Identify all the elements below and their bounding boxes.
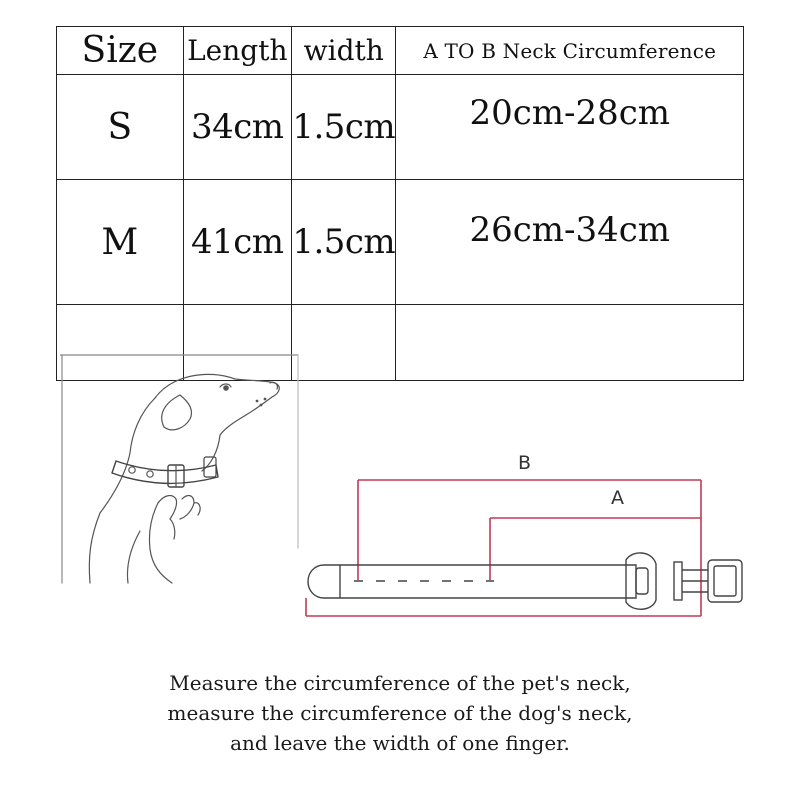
cell-length: 41cm bbox=[183, 180, 291, 305]
table-header-row bbox=[57, 27, 744, 75]
label-b: B bbox=[518, 452, 532, 474]
header-neck-circumference: A TO B Neck Circumference bbox=[396, 27, 744, 75]
caption-line-1: Measure the circumference of the pet's neck, bbox=[169, 671, 631, 695]
measurement-b-line bbox=[358, 480, 701, 616]
dog-wearing-collar-icon bbox=[60, 353, 300, 585]
header-size: Size bbox=[57, 27, 184, 75]
size-chart-table bbox=[56, 26, 744, 381]
cell-neck bbox=[396, 305, 744, 381]
cell-width: 1.5cm bbox=[292, 180, 396, 305]
cell-length: 34cm bbox=[183, 75, 291, 180]
collar-strap-icon bbox=[308, 553, 742, 609]
measurement-bottom-line bbox=[306, 598, 701, 616]
label-a: A bbox=[611, 487, 624, 509]
cell-neck: 26cm-34cm bbox=[396, 180, 744, 305]
measurement-instructions bbox=[0, 668, 800, 758]
cell-neck: 20cm-28cm bbox=[396, 75, 744, 180]
cell-width bbox=[292, 305, 396, 381]
table-row bbox=[57, 180, 744, 305]
header-width: width bbox=[292, 27, 396, 75]
cell-size: S bbox=[57, 75, 184, 180]
table-row bbox=[57, 75, 744, 180]
collar-measurement-diagram bbox=[296, 440, 756, 630]
measurement-a-line bbox=[490, 518, 701, 580]
caption-line-2: measure the circumference of the dog's neck, bbox=[167, 701, 633, 725]
cell-width: 1.5cm bbox=[292, 75, 396, 180]
dog-illustration bbox=[60, 353, 300, 585]
collar-diagram-svg bbox=[296, 440, 756, 630]
cell-size: M bbox=[57, 180, 184, 305]
caption-line-3: and leave the width of one finger. bbox=[230, 731, 570, 755]
header-length: Length bbox=[183, 27, 291, 75]
